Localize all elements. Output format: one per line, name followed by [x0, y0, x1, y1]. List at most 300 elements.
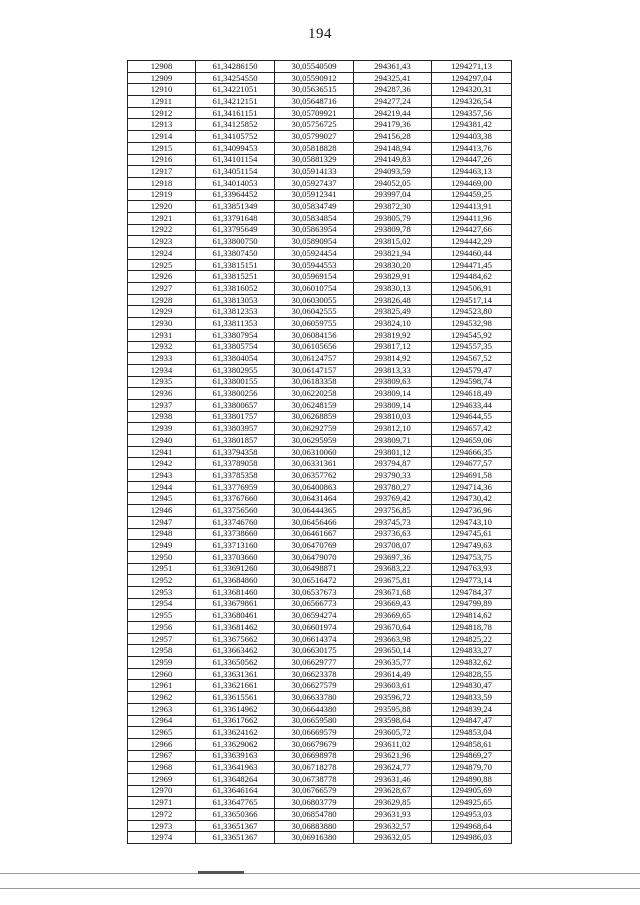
table-row	[128, 703, 512, 715]
coord-x-cell: 61,33651367	[196, 820, 275, 832]
coord-x-cell: 61,33631361	[196, 668, 275, 680]
coord-x-cell: 61,34014053	[196, 177, 275, 189]
plane-x-cell: 293997,04	[354, 189, 432, 201]
table-row	[128, 762, 512, 774]
plane-x-cell: 293624,77	[354, 762, 432, 774]
point-number-cell: 12940	[128, 435, 196, 447]
plane-x-cell: 293605,72	[354, 727, 432, 739]
table-row	[128, 750, 512, 762]
table-row	[128, 598, 512, 610]
plane-y-cell: 1294828,55	[432, 668, 512, 680]
plane-y-cell: 1294799,89	[432, 598, 512, 610]
plane-y-cell: 1294427,66	[432, 224, 512, 236]
table-row	[128, 715, 512, 727]
plane-x-cell: 294156,28	[354, 131, 432, 143]
table-row	[128, 72, 512, 84]
coord-y-cell: 30,06738778	[275, 773, 354, 785]
plane-y-cell: 1294890,88	[432, 773, 512, 785]
plane-x-cell: 293595,88	[354, 703, 432, 715]
plane-y-cell: 1294833,27	[432, 645, 512, 657]
point-number-cell: 12910	[128, 84, 196, 96]
point-number-cell: 12956	[128, 622, 196, 634]
coord-y-cell: 30,05799027	[275, 131, 354, 143]
point-number-cell: 12946	[128, 505, 196, 517]
table-row	[128, 435, 512, 447]
coord-y-cell: 30,05636515	[275, 84, 354, 96]
coord-x-cell: 61,33801857	[196, 435, 275, 447]
plane-y-cell: 1294442,29	[432, 236, 512, 248]
plane-x-cell: 293632,57	[354, 820, 432, 832]
point-number-cell: 12927	[128, 283, 196, 295]
table-row	[128, 493, 512, 505]
coord-x-cell: 61,33624162	[196, 727, 275, 739]
plane-y-cell: 1294730,42	[432, 493, 512, 505]
coord-x-cell: 61,33800657	[196, 399, 275, 411]
coord-y-cell: 30,06357762	[275, 470, 354, 482]
table-row	[128, 294, 512, 306]
table-row	[128, 329, 512, 341]
point-number-cell: 12921	[128, 212, 196, 224]
coord-y-cell: 30,06400863	[275, 481, 354, 493]
point-number-cell: 12918	[128, 177, 196, 189]
coord-x-cell: 61,33805754	[196, 341, 275, 353]
coord-x-cell: 61,33816052	[196, 283, 275, 295]
coord-y-cell: 30,06431464	[275, 493, 354, 505]
coord-x-cell: 61,33794358	[196, 446, 275, 458]
coord-x-cell: 61,33663462	[196, 645, 275, 657]
plane-y-cell: 1294618,49	[432, 388, 512, 400]
plane-x-cell: 294148,94	[354, 142, 432, 154]
point-number-cell: 12915	[128, 142, 196, 154]
point-number-cell: 12965	[128, 727, 196, 739]
table-row	[128, 318, 512, 330]
coord-x-cell: 61,33641963	[196, 762, 275, 774]
coord-x-cell: 61,33684860	[196, 575, 275, 587]
coord-x-cell: 61,34051154	[196, 166, 275, 178]
plane-y-cell: 1294469,00	[432, 177, 512, 189]
plane-x-cell: 293603,61	[354, 680, 432, 692]
plane-y-cell: 1294714,36	[432, 481, 512, 493]
page-number: 194	[308, 26, 332, 42]
table-row	[128, 645, 512, 657]
coord-y-cell: 30,06147157	[275, 364, 354, 376]
point-number-cell: 12914	[128, 131, 196, 143]
coord-x-cell: 61,33746760	[196, 516, 275, 528]
coord-y-cell: 30,06498871	[275, 563, 354, 575]
plane-x-cell: 293631,93	[354, 809, 432, 821]
point-number-cell: 12922	[128, 224, 196, 236]
plane-y-cell: 1294853,04	[432, 727, 512, 739]
table-row	[128, 540, 512, 552]
table-row	[128, 353, 512, 365]
point-number-cell: 12923	[128, 236, 196, 248]
table-row	[128, 96, 512, 108]
coord-x-cell: 61,33675662	[196, 633, 275, 645]
plane-y-cell: 1294839,24	[432, 703, 512, 715]
table-row	[128, 505, 512, 517]
table-row	[128, 119, 512, 131]
coord-y-cell: 30,06042555	[275, 306, 354, 318]
plane-x-cell: 293790,33	[354, 470, 432, 482]
plane-y-cell: 1294986,03	[432, 832, 512, 844]
point-number-cell: 12952	[128, 575, 196, 587]
coord-y-cell: 30,06916380	[275, 832, 354, 844]
coord-y-cell: 30,06601974	[275, 622, 354, 634]
plane-x-cell: 294325,41	[354, 72, 432, 84]
point-number-cell: 12948	[128, 528, 196, 540]
point-number-cell: 12970	[128, 785, 196, 797]
plane-y-cell: 1294579,47	[432, 364, 512, 376]
point-number-cell: 12969	[128, 773, 196, 785]
table-row	[128, 224, 512, 236]
point-number-cell: 12911	[128, 96, 196, 108]
point-number-cell: 12924	[128, 248, 196, 260]
plane-y-cell: 1294517,14	[432, 294, 512, 306]
plane-x-cell: 293815,02	[354, 236, 432, 248]
point-number-cell: 12935	[128, 376, 196, 388]
table-row	[128, 131, 512, 143]
table-row	[128, 551, 512, 563]
table-row	[128, 84, 512, 96]
plane-y-cell: 1294644,55	[432, 411, 512, 423]
table-row	[128, 201, 512, 213]
plane-x-cell: 293801,12	[354, 446, 432, 458]
table-row	[128, 785, 512, 797]
plane-x-cell: 293670,64	[354, 622, 432, 634]
point-number-cell: 12961	[128, 680, 196, 692]
plane-y-cell: 1294749,63	[432, 540, 512, 552]
plane-x-cell: 293663,98	[354, 633, 432, 645]
coord-x-cell: 61,33800750	[196, 236, 275, 248]
coord-y-cell: 30,05648716	[275, 96, 354, 108]
plane-y-cell: 1294832,62	[432, 657, 512, 669]
coord-y-cell: 30,06479070	[275, 551, 354, 563]
coord-y-cell: 30,06537673	[275, 586, 354, 598]
point-number-cell: 12947	[128, 516, 196, 528]
coord-y-cell: 30,06292759	[275, 423, 354, 435]
plane-y-cell: 1294825,22	[432, 633, 512, 645]
table-row	[128, 586, 512, 598]
table-row	[128, 259, 512, 271]
point-number-cell: 12971	[128, 797, 196, 809]
table-row	[128, 388, 512, 400]
plane-x-cell: 293819,92	[354, 329, 432, 341]
plane-x-cell: 294179,36	[354, 119, 432, 131]
plane-x-cell: 293598,64	[354, 715, 432, 727]
plane-y-cell: 1294925,65	[432, 797, 512, 809]
coord-x-cell: 61,34101154	[196, 154, 275, 166]
table-row	[128, 306, 512, 318]
coord-x-cell: 61,33629062	[196, 738, 275, 750]
plane-y-cell: 1294297,04	[432, 72, 512, 84]
coord-y-cell: 30,06718278	[275, 762, 354, 774]
plane-y-cell: 1294598,74	[432, 376, 512, 388]
coord-x-cell: 61,33756560	[196, 505, 275, 517]
plane-x-cell: 294361,43	[354, 61, 432, 73]
coordinates-table	[127, 60, 512, 844]
plane-y-cell: 1294484,62	[432, 271, 512, 283]
coord-y-cell: 30,06854780	[275, 809, 354, 821]
coord-x-cell: 61,33738660	[196, 528, 275, 540]
point-number-cell: 12972	[128, 809, 196, 821]
table-row	[128, 154, 512, 166]
plane-x-cell: 293805,79	[354, 212, 432, 224]
point-number-cell: 12908	[128, 61, 196, 73]
coord-y-cell: 30,06310060	[275, 446, 354, 458]
table-row	[128, 832, 512, 844]
point-number-cell: 12930	[128, 318, 196, 330]
plane-x-cell: 293780,27	[354, 481, 432, 493]
coord-x-cell: 61,33801757	[196, 411, 275, 423]
plane-y-cell: 1294833,59	[432, 692, 512, 704]
coord-x-cell: 61,33647765	[196, 797, 275, 809]
plane-x-cell: 293809,14	[354, 388, 432, 400]
coord-x-cell: 61,34221051	[196, 84, 275, 96]
coord-y-cell: 30,06803779	[275, 797, 354, 809]
coord-y-cell: 30,06248159	[275, 399, 354, 411]
table-row	[128, 458, 512, 470]
coord-y-cell: 30,06456466	[275, 516, 354, 528]
point-number-cell: 12941	[128, 446, 196, 458]
plane-x-cell: 293794,87	[354, 458, 432, 470]
plane-x-cell: 293872,30	[354, 201, 432, 213]
coord-y-cell: 30,06644380	[275, 703, 354, 715]
plane-y-cell: 1294869,27	[432, 750, 512, 762]
coordinates-table-body	[128, 61, 512, 844]
point-number-cell: 12925	[128, 259, 196, 271]
coord-y-cell: 30,06669579	[275, 727, 354, 739]
table-row	[128, 809, 512, 821]
table-row	[128, 271, 512, 283]
coord-y-cell: 30,06461667	[275, 528, 354, 540]
plane-y-cell: 1294557,35	[432, 341, 512, 353]
coord-x-cell: 61,33803957	[196, 423, 275, 435]
point-number-cell: 12939	[128, 423, 196, 435]
table-row	[128, 633, 512, 645]
plane-x-cell: 293669,43	[354, 598, 432, 610]
table-row	[128, 212, 512, 224]
plane-y-cell: 1294463,13	[432, 166, 512, 178]
point-number-cell: 12973	[128, 820, 196, 832]
point-number-cell: 12926	[128, 271, 196, 283]
plane-x-cell: 293671,68	[354, 586, 432, 598]
table-row	[128, 610, 512, 622]
coord-y-cell: 30,06623378	[275, 668, 354, 680]
plane-x-cell: 293824,10	[354, 318, 432, 330]
plane-y-cell: 1294459,25	[432, 189, 512, 201]
point-number-cell: 12963	[128, 703, 196, 715]
point-number-cell: 12909	[128, 72, 196, 84]
coord-y-cell: 30,06766579	[275, 785, 354, 797]
table-row	[128, 177, 512, 189]
footer-divider	[0, 873, 640, 874]
plane-y-cell: 1294506,91	[432, 283, 512, 295]
coord-y-cell: 30,06630175	[275, 645, 354, 657]
plane-x-cell: 293817,12	[354, 341, 432, 353]
plane-y-cell: 1294657,42	[432, 423, 512, 435]
coord-y-cell: 30,06059755	[275, 318, 354, 330]
plane-y-cell: 1294403,38	[432, 131, 512, 143]
coord-y-cell: 30,06444365	[275, 505, 354, 517]
plane-y-cell: 1294753,75	[432, 551, 512, 563]
point-number-cell: 12937	[128, 399, 196, 411]
coord-x-cell: 61,33614962	[196, 703, 275, 715]
point-number-cell: 12942	[128, 458, 196, 470]
plane-x-cell: 294149,83	[354, 154, 432, 166]
plane-x-cell: 293812,10	[354, 423, 432, 435]
table-row	[128, 738, 512, 750]
table-row	[128, 622, 512, 634]
point-number-cell: 12933	[128, 353, 196, 365]
coord-y-cell: 30,05540509	[275, 61, 354, 73]
coord-y-cell: 30,05912341	[275, 189, 354, 201]
footer-divider-lower	[0, 888, 640, 889]
point-number-cell: 12936	[128, 388, 196, 400]
plane-y-cell: 1294691,58	[432, 470, 512, 482]
point-number-cell: 12912	[128, 107, 196, 119]
coord-y-cell: 30,05944553	[275, 259, 354, 271]
coord-y-cell: 30,06659580	[275, 715, 354, 727]
coord-y-cell: 30,06516472	[275, 575, 354, 587]
coord-y-cell: 30,06614374	[275, 633, 354, 645]
plane-x-cell: 293814,92	[354, 353, 432, 365]
plane-x-cell: 293810,03	[354, 411, 432, 423]
plane-x-cell: 293830,13	[354, 283, 432, 295]
plane-y-cell: 1294879,70	[432, 762, 512, 774]
table-row	[128, 727, 512, 739]
table-row	[128, 575, 512, 587]
coord-x-cell: 61,33813053	[196, 294, 275, 306]
point-number-cell: 12958	[128, 645, 196, 657]
coord-y-cell: 30,06295959	[275, 435, 354, 447]
coord-x-cell: 61,33651367	[196, 832, 275, 844]
plane-x-cell: 293809,71	[354, 435, 432, 447]
plane-x-cell: 293736,63	[354, 528, 432, 540]
table-row	[128, 657, 512, 669]
point-number-cell: 12967	[128, 750, 196, 762]
plane-y-cell: 1294271,13	[432, 61, 512, 73]
table-row	[128, 166, 512, 178]
plane-y-cell: 1294411,96	[432, 212, 512, 224]
coord-x-cell: 61,34254550	[196, 72, 275, 84]
coord-y-cell: 30,06470769	[275, 540, 354, 552]
table-row	[128, 528, 512, 540]
point-number-cell: 12913	[128, 119, 196, 131]
point-number-cell: 12920	[128, 201, 196, 213]
plane-x-cell: 293614,49	[354, 668, 432, 680]
plane-x-cell: 293745,73	[354, 516, 432, 528]
coord-y-cell: 30,06268859	[275, 411, 354, 423]
table-row	[128, 107, 512, 119]
table-row	[128, 61, 512, 73]
plane-y-cell: 1294858,61	[432, 738, 512, 750]
table-row	[128, 516, 512, 528]
plane-x-cell: 293611,02	[354, 738, 432, 750]
point-number-cell: 12954	[128, 598, 196, 610]
plane-x-cell: 293826,48	[354, 294, 432, 306]
plane-x-cell: 293675,81	[354, 575, 432, 587]
plane-y-cell: 1294523,80	[432, 306, 512, 318]
table-row	[128, 248, 512, 260]
table-row	[128, 797, 512, 809]
table-row	[128, 341, 512, 353]
coord-x-cell: 61,34212151	[196, 96, 275, 108]
coord-x-cell: 61,33713160	[196, 540, 275, 552]
coord-x-cell: 61,33767660	[196, 493, 275, 505]
coord-x-cell: 61,33807954	[196, 329, 275, 341]
table-row	[128, 668, 512, 680]
coord-x-cell: 61,33650562	[196, 657, 275, 669]
coord-y-cell: 30,06566773	[275, 598, 354, 610]
point-number-cell: 12957	[128, 633, 196, 645]
table-row	[128, 481, 512, 493]
plane-x-cell: 293825,49	[354, 306, 432, 318]
plane-y-cell: 1294763,93	[432, 563, 512, 575]
point-number-cell: 12974	[128, 832, 196, 844]
coord-y-cell: 30,05756725	[275, 119, 354, 131]
plane-y-cell: 1294818,78	[432, 622, 512, 634]
coord-y-cell: 30,05914133	[275, 166, 354, 178]
table-row	[128, 364, 512, 376]
coord-x-cell: 61,33650366	[196, 809, 275, 821]
plane-x-cell: 293669,65	[354, 610, 432, 622]
coord-y-cell: 30,05890954	[275, 236, 354, 248]
plane-x-cell: 293813,33	[354, 364, 432, 376]
coord-y-cell: 30,05881329	[275, 154, 354, 166]
plane-x-cell: 294219,44	[354, 107, 432, 119]
coord-y-cell: 30,06633780	[275, 692, 354, 704]
point-number-cell: 12917	[128, 166, 196, 178]
plane-x-cell: 293650,14	[354, 645, 432, 657]
plane-x-cell: 293829,91	[354, 271, 432, 283]
coord-x-cell: 61,34099453	[196, 142, 275, 154]
table-row	[128, 236, 512, 248]
coord-x-cell: 61,33811353	[196, 318, 275, 330]
plane-y-cell: 1294814,62	[432, 610, 512, 622]
plane-y-cell: 1294773,14	[432, 575, 512, 587]
point-number-cell: 12955	[128, 610, 196, 622]
point-number-cell: 12951	[128, 563, 196, 575]
coord-y-cell: 30,06084156	[275, 329, 354, 341]
plane-x-cell: 293821,94	[354, 248, 432, 260]
plane-y-cell: 1294413,76	[432, 142, 512, 154]
coord-y-cell: 30,06594274	[275, 610, 354, 622]
coord-y-cell: 30,06105656	[275, 341, 354, 353]
plane-y-cell: 1294381,42	[432, 119, 512, 131]
table-row	[128, 680, 512, 692]
point-number-cell: 12953	[128, 586, 196, 598]
plane-y-cell: 1294471,45	[432, 259, 512, 271]
plane-y-cell: 1294545,92	[432, 329, 512, 341]
plane-y-cell: 1294953,03	[432, 809, 512, 821]
coord-y-cell: 30,05927437	[275, 177, 354, 189]
table-row	[128, 411, 512, 423]
plane-y-cell: 1294847,47	[432, 715, 512, 727]
point-number-cell: 12949	[128, 540, 196, 552]
plane-y-cell: 1294743,10	[432, 516, 512, 528]
coord-y-cell: 30,06331361	[275, 458, 354, 470]
plane-x-cell: 293621,96	[354, 750, 432, 762]
point-number-cell: 12960	[128, 668, 196, 680]
coord-y-cell: 30,06629777	[275, 657, 354, 669]
plane-y-cell: 1294905,69	[432, 785, 512, 797]
table-row	[128, 773, 512, 785]
plane-x-cell: 293632,05	[354, 832, 432, 844]
plane-y-cell: 1294413,91	[432, 201, 512, 213]
point-number-cell: 12944	[128, 481, 196, 493]
plane-y-cell: 1294326,54	[432, 96, 512, 108]
point-number-cell: 12959	[128, 657, 196, 669]
